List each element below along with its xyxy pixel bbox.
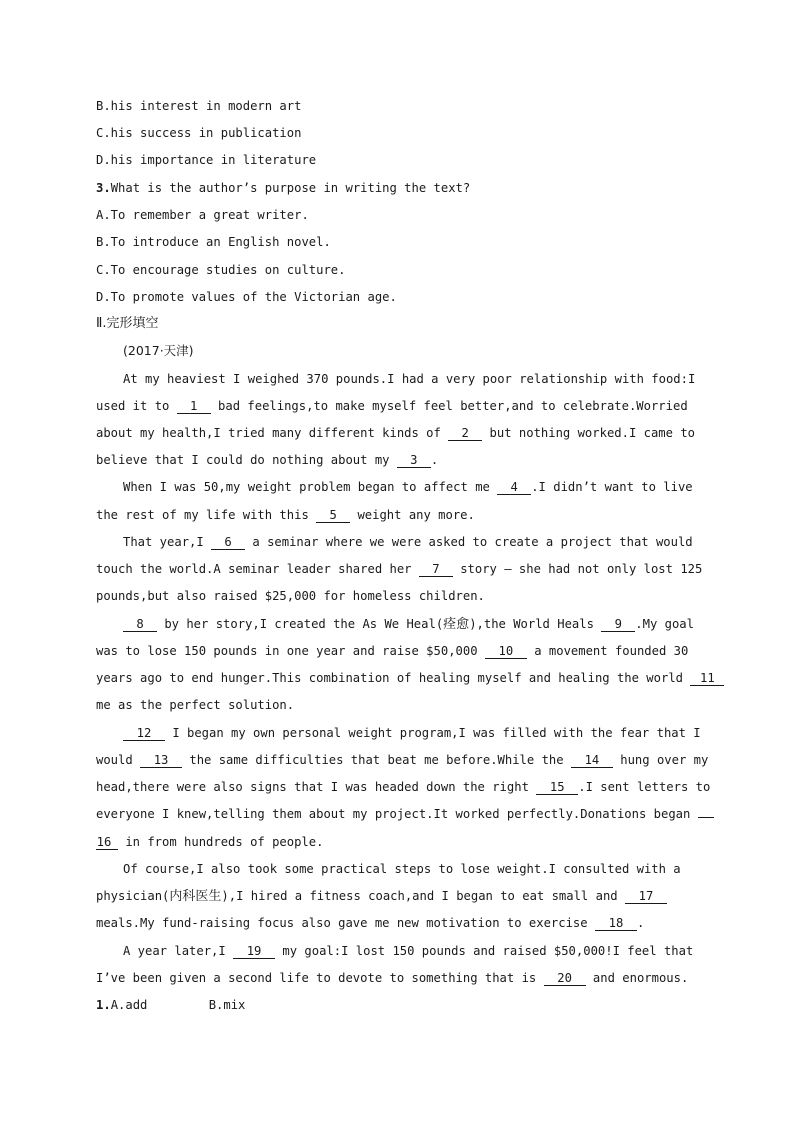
blank-14: 14	[571, 753, 613, 768]
q3-option-d: D.To promote values of the Victorian age.	[96, 290, 397, 304]
passage-line: That year,I 6 a seminar where we were asked to create a project that would	[123, 535, 693, 549]
passage-line: head,there were also signs that I was headed down the right 15 .I sent letters to	[96, 780, 711, 794]
blank-20: 20	[544, 971, 586, 986]
passage-line: used it to 1 bad feelings,to make myself feel better,and to celebrate.Worried	[96, 399, 688, 413]
passage-line: everyone I knew,telling them about my project.It worked perfectly.Donations began	[96, 806, 714, 822]
blank-2: 2	[448, 426, 482, 441]
blank-5: 5	[316, 508, 350, 523]
blank-9: 9	[601, 617, 635, 632]
passage-line: At my heaviest I weighed 370 pounds.I had a very poor relationship with food:I	[123, 372, 696, 386]
passage-line: 8 by her story,I created the As We Heal(痊愈),the World Heals 9 .My goal	[123, 616, 694, 633]
passage-line: I’ve been given a second life to devote to something that is 20 and enormous.	[96, 971, 689, 985]
blank-16: 16	[96, 835, 118, 850]
passage-line: me as the perfect solution.	[96, 698, 295, 712]
section-source: (2017·天津)	[123, 343, 194, 358]
blank-6: 6	[211, 535, 245, 550]
passage-line: pounds,but also raised $25,000 for homeless children.	[96, 589, 485, 603]
q3-option-a: A.To remember a great writer.	[96, 208, 309, 222]
option-a: A.add	[110, 998, 148, 1012]
option-d: D.his importance in literature	[96, 153, 317, 167]
passage-line: touch the world.A seminar leader shared her 7 story — she had not only lost 125	[96, 562, 703, 576]
answer-options-1	[96, 997, 245, 1013]
passage-line: meals.My fund-raising focus also gave me new motivation to exercise 18 .	[96, 916, 645, 930]
passage-line: Of course,I also took some practical steps to lose weight.I consulted with a	[123, 862, 681, 876]
blank-4: 4	[497, 480, 531, 495]
blank-11: 11	[690, 671, 724, 686]
blank-12: 12	[123, 726, 165, 741]
passage-line: 12 I began my own personal weight program,I was filled with the fear that I	[123, 725, 701, 741]
option-b: B.mix	[208, 998, 246, 1012]
passage-line: believe that I could do nothing about my 3 .	[96, 453, 439, 467]
option-b: B.his interest in modern art	[96, 99, 302, 113]
blank-1: 1	[177, 399, 211, 414]
passage-line: about my health,I tried many different kinds of 2 but nothing worked.I came to	[96, 426, 695, 440]
passage-line: the rest of my life with this 5 weight any more.	[96, 508, 475, 522]
question-number: 3.	[96, 181, 111, 195]
blank-13: 13	[140, 753, 182, 768]
blank-15: 15	[536, 780, 578, 795]
section-title: Ⅱ.完形填空	[96, 316, 159, 331]
passage-line: was to lose 150 pounds in one year and raise $50,000 10 a movement founded 30	[96, 644, 689, 658]
blank-10: 10	[485, 644, 527, 659]
option-c: C.his success in publication	[96, 126, 302, 140]
passage-line: physician(内科医生),I hired a fitness coach,and I began to eat small and 17	[96, 888, 667, 905]
passage-line: would 13 the same difficulties that beat me before.While the 14 hung over my	[96, 753, 709, 767]
passage-line: years ago to end hunger.This combination of healing myself and healing the world 11	[96, 670, 724, 686]
passage-line: A year later,I 19 my goal:I lost 150 pounds and raised $50,000!I feel that	[123, 944, 694, 958]
blank-18: 18	[595, 916, 637, 931]
question-text: What is the author’s purpose in writing the text?	[110, 181, 471, 195]
blank-19: 19	[233, 944, 275, 959]
question-3	[96, 180, 470, 196]
blank-3: 3	[397, 453, 431, 468]
blank-17: 17	[625, 889, 667, 904]
q3-option-b: B.To introduce an English novel.	[96, 235, 331, 249]
question-number: 1.	[96, 998, 111, 1012]
passage-line: 16 in from hundreds of people.	[96, 835, 324, 849]
q3-option-c: C.To encourage studies on culture.	[96, 263, 346, 277]
blank-7: 7	[419, 562, 453, 577]
blank-8: 8	[123, 617, 157, 632]
passage-line: When I was 50,my weight problem began to affect me 4 .I didn’t want to live	[123, 480, 693, 494]
